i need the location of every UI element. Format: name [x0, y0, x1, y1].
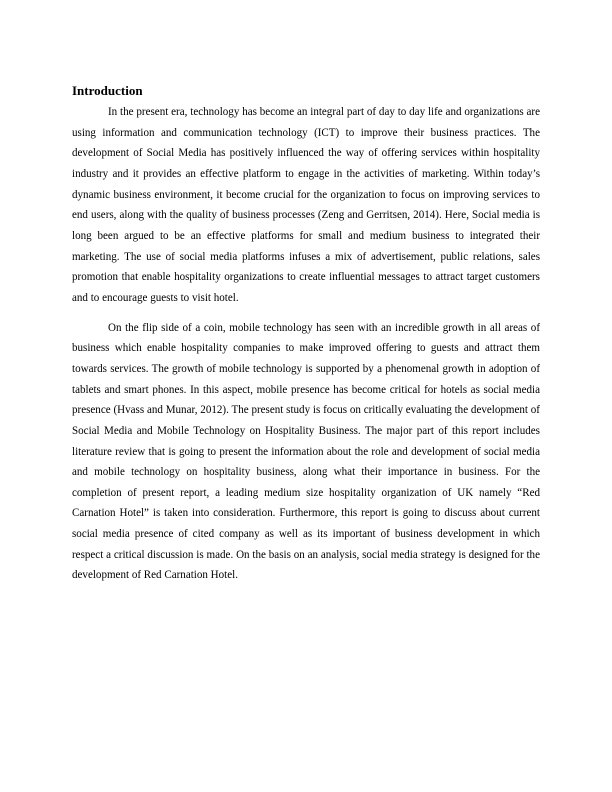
- paragraph-1: In the present era, technology has become an integral part of day to day life and organizations are using information and communication technology (ICT) to improve their business practices. The development of Social Media has positively influenced the way of offering services within hospitality industry and it provides an effective platform to engage in the activities of marketing. Within today’s dynamic business environment, it become crucial for the organization to focus on improving services to end users, along with the quality of business processes (Zeng and Gerritsen, 2014). Here, Social media is long been argued to be an effective platforms for small and medium business to integrated their marketing. The use of social media platforms infuses a mix of advertisement, public relations, sales promotion that enable hospitality organizations to create influential messages to attract target customers and to encourage guests to visit hotel.: [72, 106, 540, 304]
- section-heading: Introduction: [72, 83, 143, 98]
- paragraph-2: On the flip side of a coin, mobile technology has seen with an incredible growth in all areas of business which enable hospitality companies to make improved offering to guests and attract them towards services. The growth of mobile technology is supported by a phenomenal growth in adoption of tablets and smart phones. In this aspect, mobile presence has become critical for hotels as social media presence (Hvass and Munar, 2012). The present study is focus on critically evaluating the development of Social Media and Mobile Technology on Hospitality Business. The major part of this report includes literature review that is going to present the information about the role and development of social media and mobile technology on hospitality business, along what their importance in business. For the completion of present report, a leading medium size hospitality organization of UK namely “Red Carnation Hotel” is taken into consideration. Furthermore, this report is going to discuss about current social media presence of cited company as well as its important of business development in which respect a critical discussion is made. On the basis on an analysis, social media strategy is designed for the development of Red Carnation Hotel.: [72, 321, 540, 582]
- document-page: [72, 82, 540, 586]
